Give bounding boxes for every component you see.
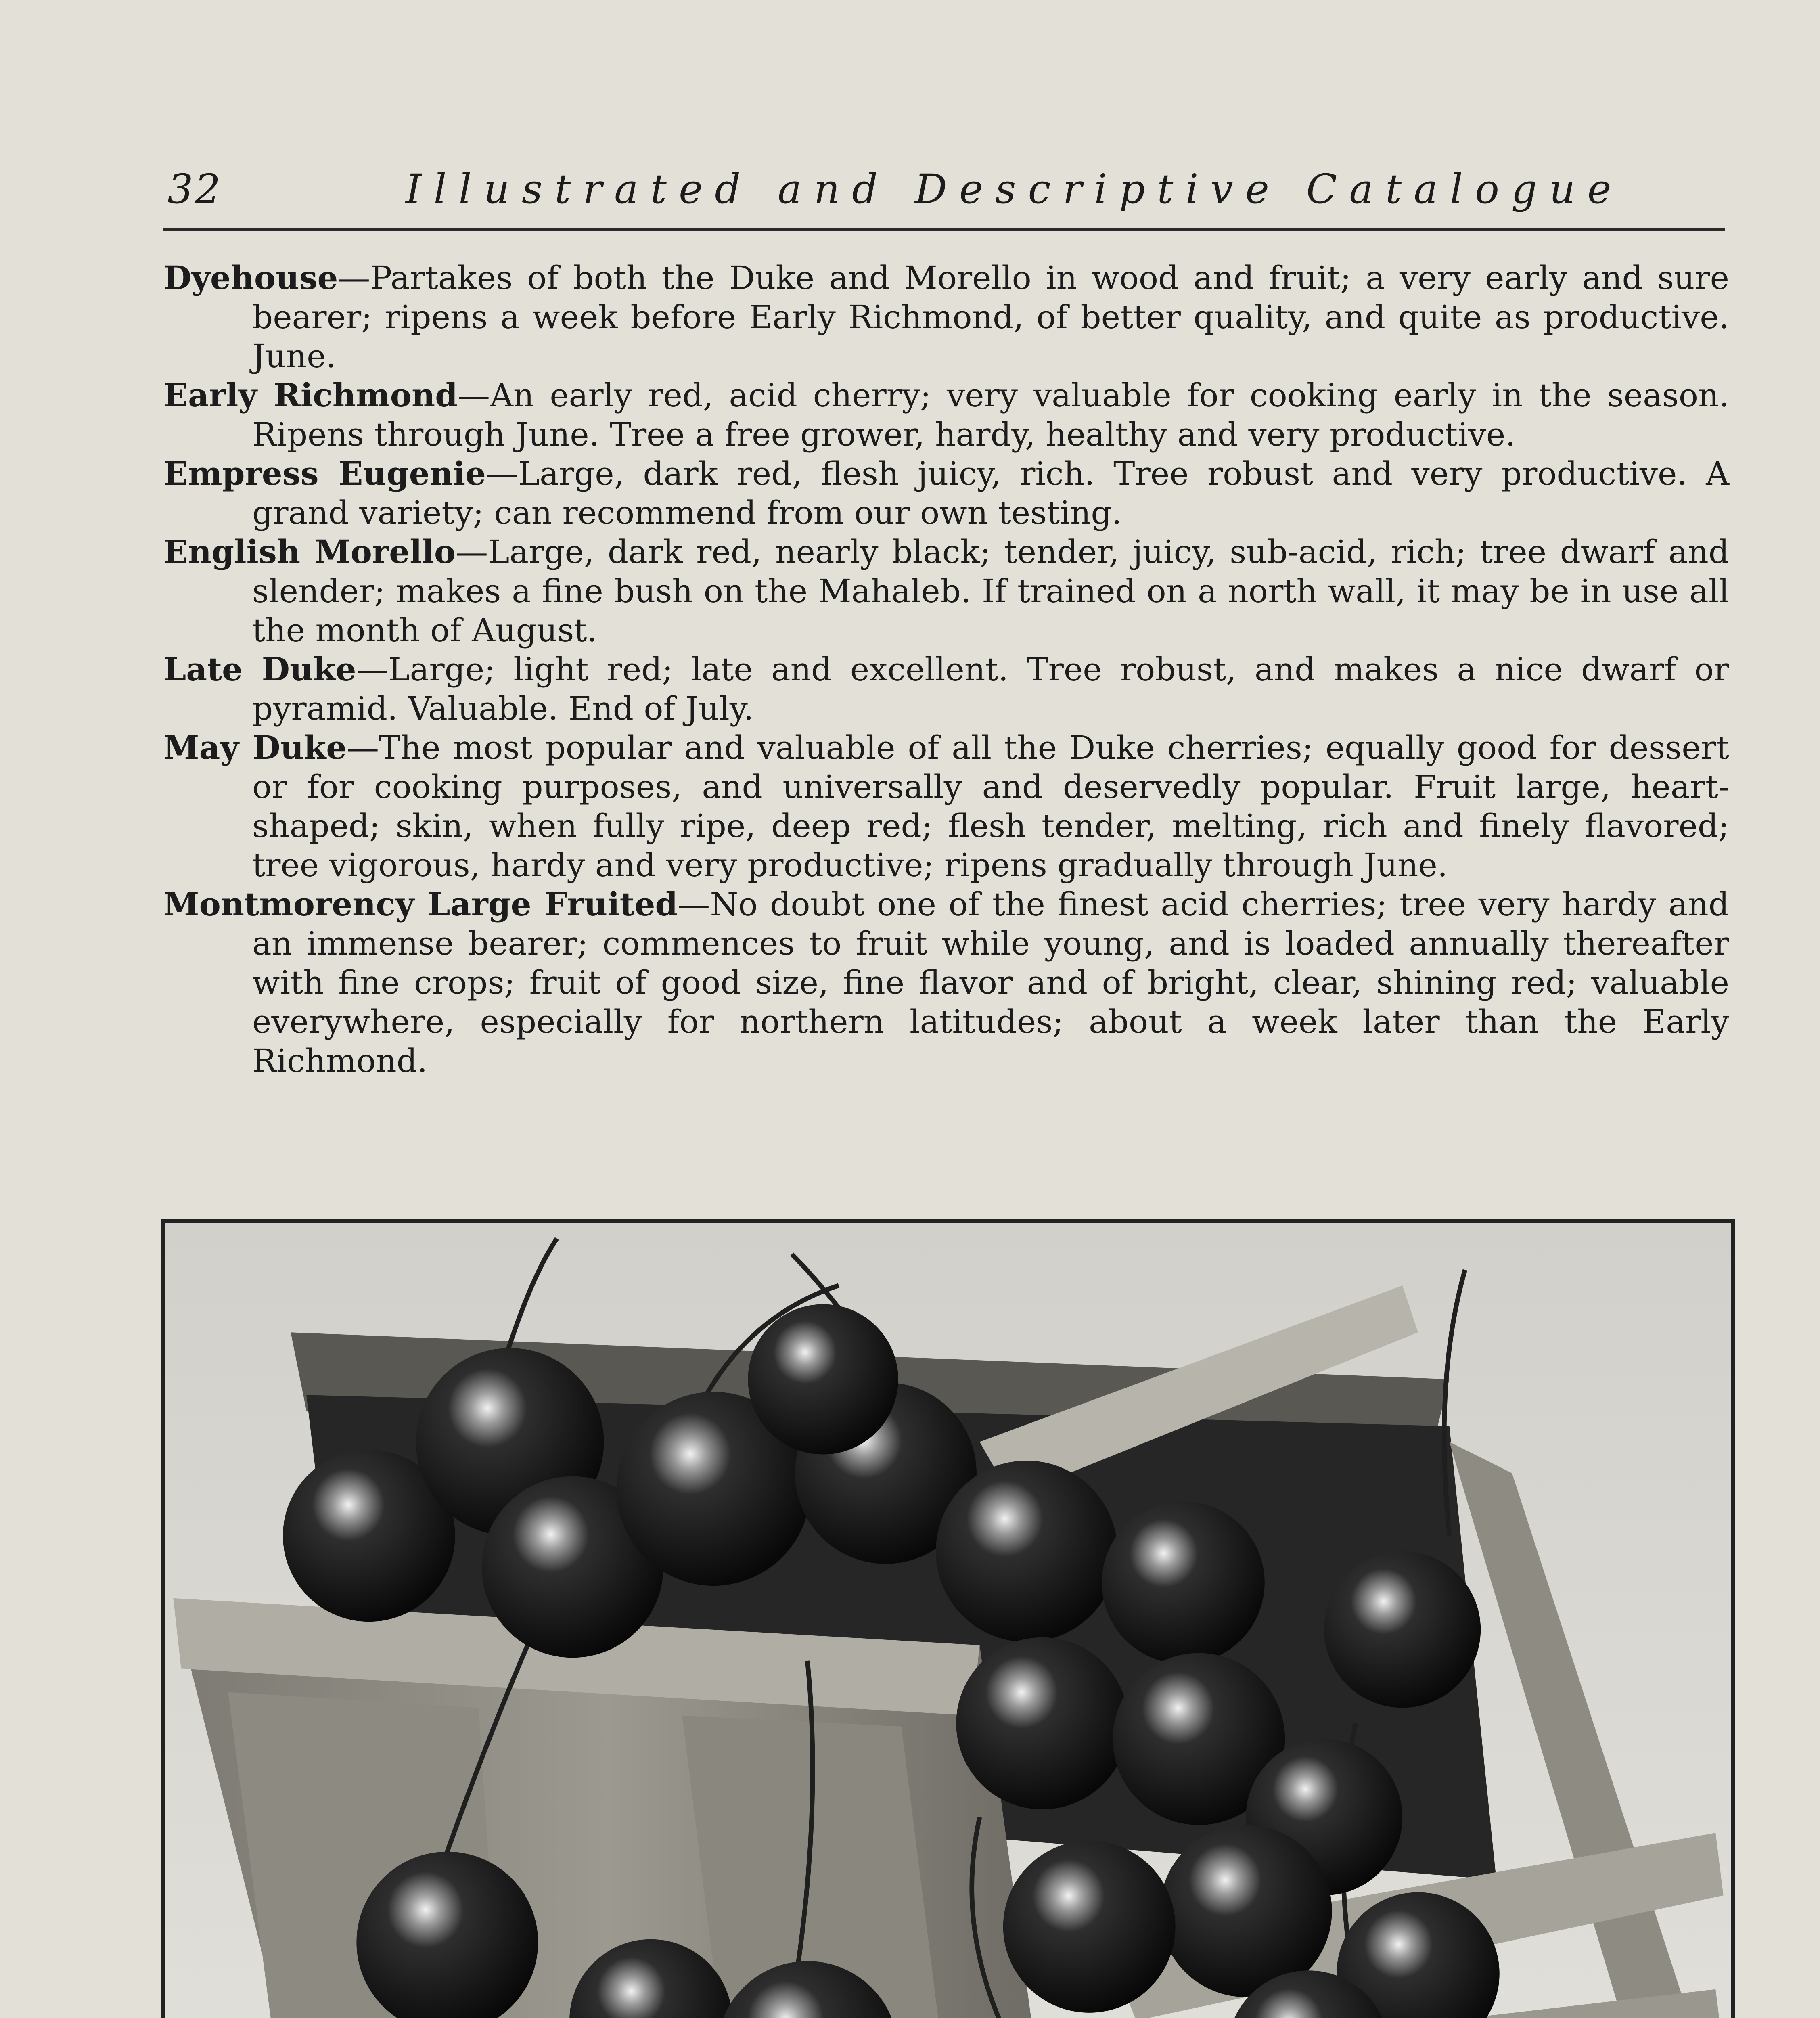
- cherry-basket-photo: [161, 1219, 1735, 2018]
- entry-text: —No doubt one of the finest acid cherries; tree very hardy and an immense bearer; commences to fruit while young, and is loaded annually thereafter with fine crops; fruit of good size, fine flavor and of bright, clear, shining red; valuable everywhere, especially for northern latitudes; about a week later than the Early Richmond.: [252, 885, 1729, 1080]
- entry-name: Late Duke: [163, 650, 356, 688]
- entry-late-duke: [163, 650, 1729, 728]
- entry-text: —Large, dark red, flesh juicy, rich. Tree robust and very productive. A grand variety; can recommend from our own testing.: [252, 455, 1729, 532]
- entry-text: —Large; light red; late and excellent. Tree robust, and makes a nice dwarf or pyramid. Valuable. End of July.: [252, 651, 1730, 727]
- entry-name: Montmorency Large Fruited: [163, 885, 678, 923]
- entry-name: Empress Eugenie: [163, 454, 486, 492]
- cherry-entries-top: [163, 258, 1729, 1080]
- page-number: 32: [167, 165, 222, 213]
- entry-text: —The most popular and valuable of all the Duke cherries; equally good for dessert or for cooking purposes, and universally and deservedly popular. Fruit large, heart-shaped; skin, when fully ripe, deep red; flesh tender, melting, rich and finely flavored; tree vigorous, hardy and very productive; ripens gradually through June.: [252, 729, 1730, 884]
- entry-text: —An early red, acid cherry; very valuable for cooking early in the season. Ripens through June. Tree a free grower, hardy, healthy and very productive.: [252, 377, 1729, 453]
- entry-name: Early Richmond: [163, 376, 458, 414]
- entry-name: English Morello: [163, 533, 456, 571]
- entry-text: —Large, dark red, nearly black; tender, juicy, sub-acid, rich; tree dwarf and slender; makes a fine bush on the Mahaleb. If trained on a north wall, it may be in use all the month of August.: [252, 533, 1730, 649]
- entry-early-richmond: [163, 376, 1729, 454]
- entry-name: May Duke: [163, 728, 347, 766]
- entry-text: —Partakes of both the Duke and Morello in wood and fruit; a very early and sure bearer; ripens a week before Early Richmond, of better quality, and quite as productive. June.: [252, 259, 1729, 375]
- entry-dyehouse: [163, 258, 1729, 376]
- cherry-basket-illustration: [165, 1223, 1731, 2018]
- entry-english-morello: [163, 532, 1729, 650]
- entry-montmorency: [163, 885, 1729, 1080]
- page-header: [163, 159, 1725, 231]
- entry-may-duke: [163, 728, 1729, 885]
- running-title: Illustrated and Descriptive Catalogue: [406, 165, 1623, 213]
- entry-name: Dyehouse: [163, 259, 338, 297]
- entry-empress-eugenie: [163, 454, 1729, 532]
